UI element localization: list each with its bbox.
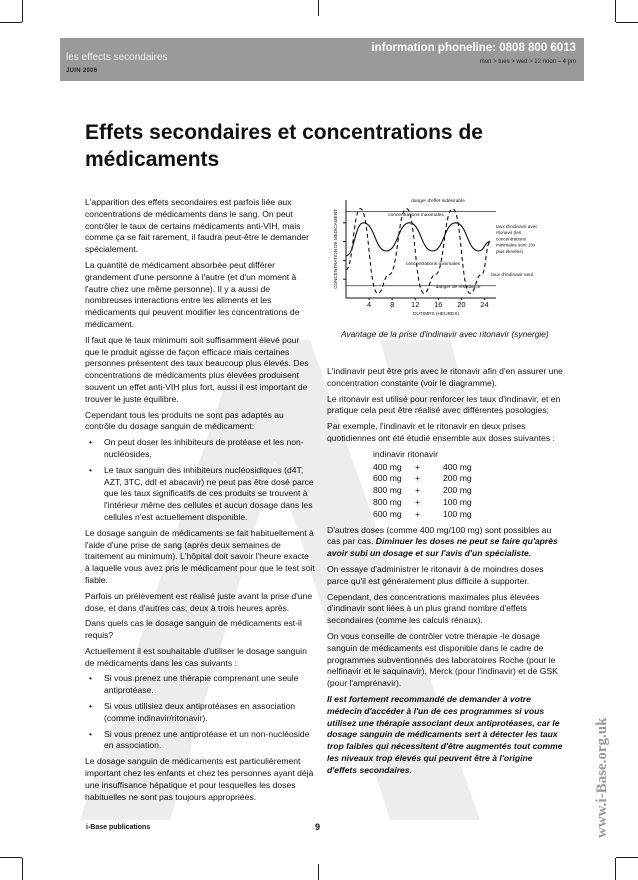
list-item: • Si vous prenez une thérapie comprenant une seule antiprotéase. — [85, 673, 316, 697]
crop-mark — [0, 857, 22, 858]
crop-mark — [616, 22, 638, 23]
list-item: • Si vous utilisiez deux antiprotéases en association (comme indinavir/ritonavir). — [85, 701, 316, 725]
annotation-max: concentrations maximales — [388, 213, 444, 218]
paragraph: L'apparition des effets secondaires est parfois liée aux concentrations de médicaments dans le sang. On peut contrôler le taux de certains médicaments anti-VIH, mais comme ça se fait rarement, il faudra peut-être le demander spécialement. — [85, 197, 310, 255]
paragraph: Cependant tous les produits ne sont pas adaptés au contrôle du dosage sanguin de médicament: — [85, 409, 284, 432]
dosage-note: D'autres doses (comme 400 mg/100 mg) sont possibles au cas par cas. — [327, 524, 552, 547]
crop-mark — [615, 0, 616, 22]
y-axis-label: CONCENTRATION DE MEDICAMENT — [333, 209, 338, 289]
x-tick-label: 16 — [434, 300, 443, 309]
crop-mark — [22, 858, 23, 880]
paragraph: On essaye d'administrer le ritonavir à de moindres doses parce qu'il est généralement plus difficile à supporter. — [327, 563, 544, 586]
dosage-row — [373, 497, 563, 509]
dosage-row — [373, 462, 563, 474]
dosage-row — [373, 485, 563, 497]
list-item: • Le taux sanguin des inhibiteurs nucléosidiques (d4T, AZT, 3TC, ddI et abacavir) ne peut pas être dosé parce que les taux significatifs de ces produits se trouvent à l'intérieur même des cellules et aucun dosage dans les cellules n'est actuellement disponible. — [85, 465, 316, 524]
annotation-danger-bottom: danger de résistance — [435, 285, 481, 290]
paragraph: Le dosage sanguin de médicaments est particulièrement important chez les enfants et chez les personnes ayant déjà une insuffisance hépatique et pour lesquelles les doses habituelles ne sont pas toujours appropriées. — [85, 756, 314, 802]
dose-ritonavir: 200 mg — [443, 473, 472, 484]
issue-date: JUIN 2006 — [66, 68, 98, 74]
dose-plus: + — [415, 508, 421, 519]
publisher: i-Base publications — [86, 824, 151, 831]
x-tick-label: 12 — [411, 300, 420, 309]
dosage-warning: Diminuer les doses ne peut se faire qu'après avoir subi un dosage et sur l'avis d'un spécialiste. — [327, 536, 558, 559]
dose-plus: + — [415, 461, 421, 472]
paragraph: On vous conseille de contrôler votre thérapie -le dosage sanguin de médicaments est disponible dans le cadre de programmes subventionnés des laboratoires Roche (pour le nelfinavir et le saquinavir), Merck (pour l'indinavir) et de GSK (pour l'amprénavir). — [327, 630, 558, 689]
dosage-row — [373, 473, 563, 485]
dose-indinavir: 600 mg — [373, 508, 402, 519]
paragraph: Dans quels cas le dosage sanguin de médicaments est-il requis? — [85, 618, 302, 641]
bullet-list — [85, 673, 316, 752]
x-tick-label: 4 — [366, 300, 372, 309]
page-title: Effets secondaires et concentrations de médicaments — [85, 121, 483, 171]
dose-indinavir: 800 mg — [373, 496, 402, 507]
annotation-danger-top: danger d'effet indésirable — [411, 199, 465, 204]
annotation-min: concentrations minimales — [405, 262, 461, 267]
dose-ritonavir: 200 mg — [443, 485, 472, 496]
annotation-line: ritonavir (les — [496, 230, 522, 236]
bullet-list — [85, 437, 316, 524]
x-tick-label: 24 — [480, 300, 489, 309]
annotation-boosted — [496, 224, 538, 254]
dose-ritonavir: 100 mg — [443, 508, 472, 519]
dose-indinavir: 400 mg — [373, 461, 402, 472]
dose-indinavir: 600 mg — [373, 473, 402, 484]
annotation-alone: taux d'indinavir seul — [491, 273, 533, 278]
paragraph: La quantité de médicament absorbée peut différer grandement d'une personne à l'autre (et d'un moment à l'autre chez une même personne). Il y a aussi de nombreuses interactions entre les aliments et les médicaments qui peuvent modifier les concentrations de médicament. — [85, 259, 300, 329]
list-item: • On peut doser les inhibiteurs de protéase et les non-nucléosides. — [85, 437, 316, 461]
annotation-line: taux d'indinavir avec — [496, 224, 538, 229]
left-column — [85, 197, 316, 807]
section-label: les effects secondaires — [66, 52, 168, 63]
paragraph: Le dosage sanguin de médicaments se fait habituellement à l'aide d'une prise de sang (après deux semaines de traitement au minimum). L'hôpital doit savoir l'heure exacte à laquelle vous avez pris le médicament pour que le test soit fiable. — [85, 527, 315, 585]
concentration-chart — [326, 192, 564, 317]
phoneline: information phoneline: 0808 800 6013 — [371, 42, 576, 54]
chart-svg — [326, 192, 564, 317]
dose-plus: + — [415, 473, 421, 484]
dose-ritonavir: 100 mg — [443, 496, 472, 507]
paragraph: Actuellement il est souhaitable d'utiliser le dosage sanguin de médicaments dans les cas suivants : — [85, 645, 307, 668]
chart-caption: Avantage de la prise d'indinavir avec ritonavir (synergie) — [341, 329, 549, 339]
page-number: 9 — [315, 822, 321, 832]
x-tick-label: 20 — [457, 300, 466, 309]
paragraph: Le ritonavir est utilisé pour renforcer les taux d'indinavir, et en pratique cela peut être réalisé avec différentes posologies; — [327, 393, 561, 416]
crop-mark — [318, 864, 319, 880]
recommendation: Il est fortement recommandé de demander à votre médecin d'accéder à l'un de ces programmes si vous utilisez une thérapie associant deux antiprotéases, car le dosage sanguin de médicaments sert à détecter les taux trop faibles qui nécessitent d'être augmentés tout comme les niveaux trop élevés qui peuvent être à l'origine d'effets secondaires. — [327, 693, 563, 775]
crop-mark — [318, 0, 319, 16]
series-indinavir-ritonavir — [346, 223, 490, 256]
crop-mark — [615, 858, 616, 880]
x-tick-label: 8 — [390, 300, 395, 309]
annotation-line: plus élevées) — [496, 248, 524, 254]
dose-indinavir: 800 mg — [373, 485, 402, 496]
list-item: • Si vous prenez une antiprotéase et un non-nucléoside en association. — [85, 729, 316, 753]
crop-mark — [0, 22, 22, 23]
side-url: www.i-Base.org.uk — [594, 717, 610, 838]
crop-mark — [616, 857, 638, 858]
paragraph: Parfois un prélèvement est réalisé juste avant la prise d'une dose, et dans d'autres cas, deux à trois heures après. — [85, 590, 313, 613]
series-indinavir-alone — [346, 209, 490, 294]
paragraph: L'indinavir peut être pris avec le ritonavir afin d'en assurer une concentration constante (voir le diagramme). — [327, 366, 563, 388]
x-axis-label: DUTIMPS (HEURES) — [412, 312, 460, 317]
annotation-line: concentrations — [496, 236, 526, 242]
dosage-row — [373, 509, 563, 521]
dosage-table — [373, 449, 563, 521]
dosage-header: indinavir ritonavir — [373, 448, 438, 459]
phoneline-hours: mon > tues > wed > 12 noon – 4 pm — [479, 59, 576, 65]
right-column — [327, 366, 563, 781]
paragraph: Il faut que le taux minimum soit suffisamment élevé pour que le produit agisse de façon efficace mais certaines personnes présentent des taux beaucoup plus élevés. Des concentrations de médicaments plus élevées produisent souvent un effet anti-VIH plus fort, aussi il est important de trouver le juste équilibre. — [85, 334, 309, 404]
dose-plus: + — [415, 485, 421, 496]
dose-plus: + — [415, 496, 421, 507]
header-band — [60, 38, 584, 81]
crop-mark — [22, 0, 23, 22]
annotation-line: minimales sont 10x — [496, 242, 536, 248]
paragraph: Par exemple, l'indinavir et le ritonavir en deux prises quotidiennes ont été étudié ensemble aux doses suivantes : — [327, 421, 555, 443]
paragraph — [327, 525, 563, 560]
paragraph: Cependant, des concentrations maximales plus élevées d'indinavir sont liées à un plus grand nombre d'effets secondaires (comme les calculs rénaux). — [327, 591, 540, 626]
dose-ritonavir: 400 mg — [443, 461, 472, 472]
